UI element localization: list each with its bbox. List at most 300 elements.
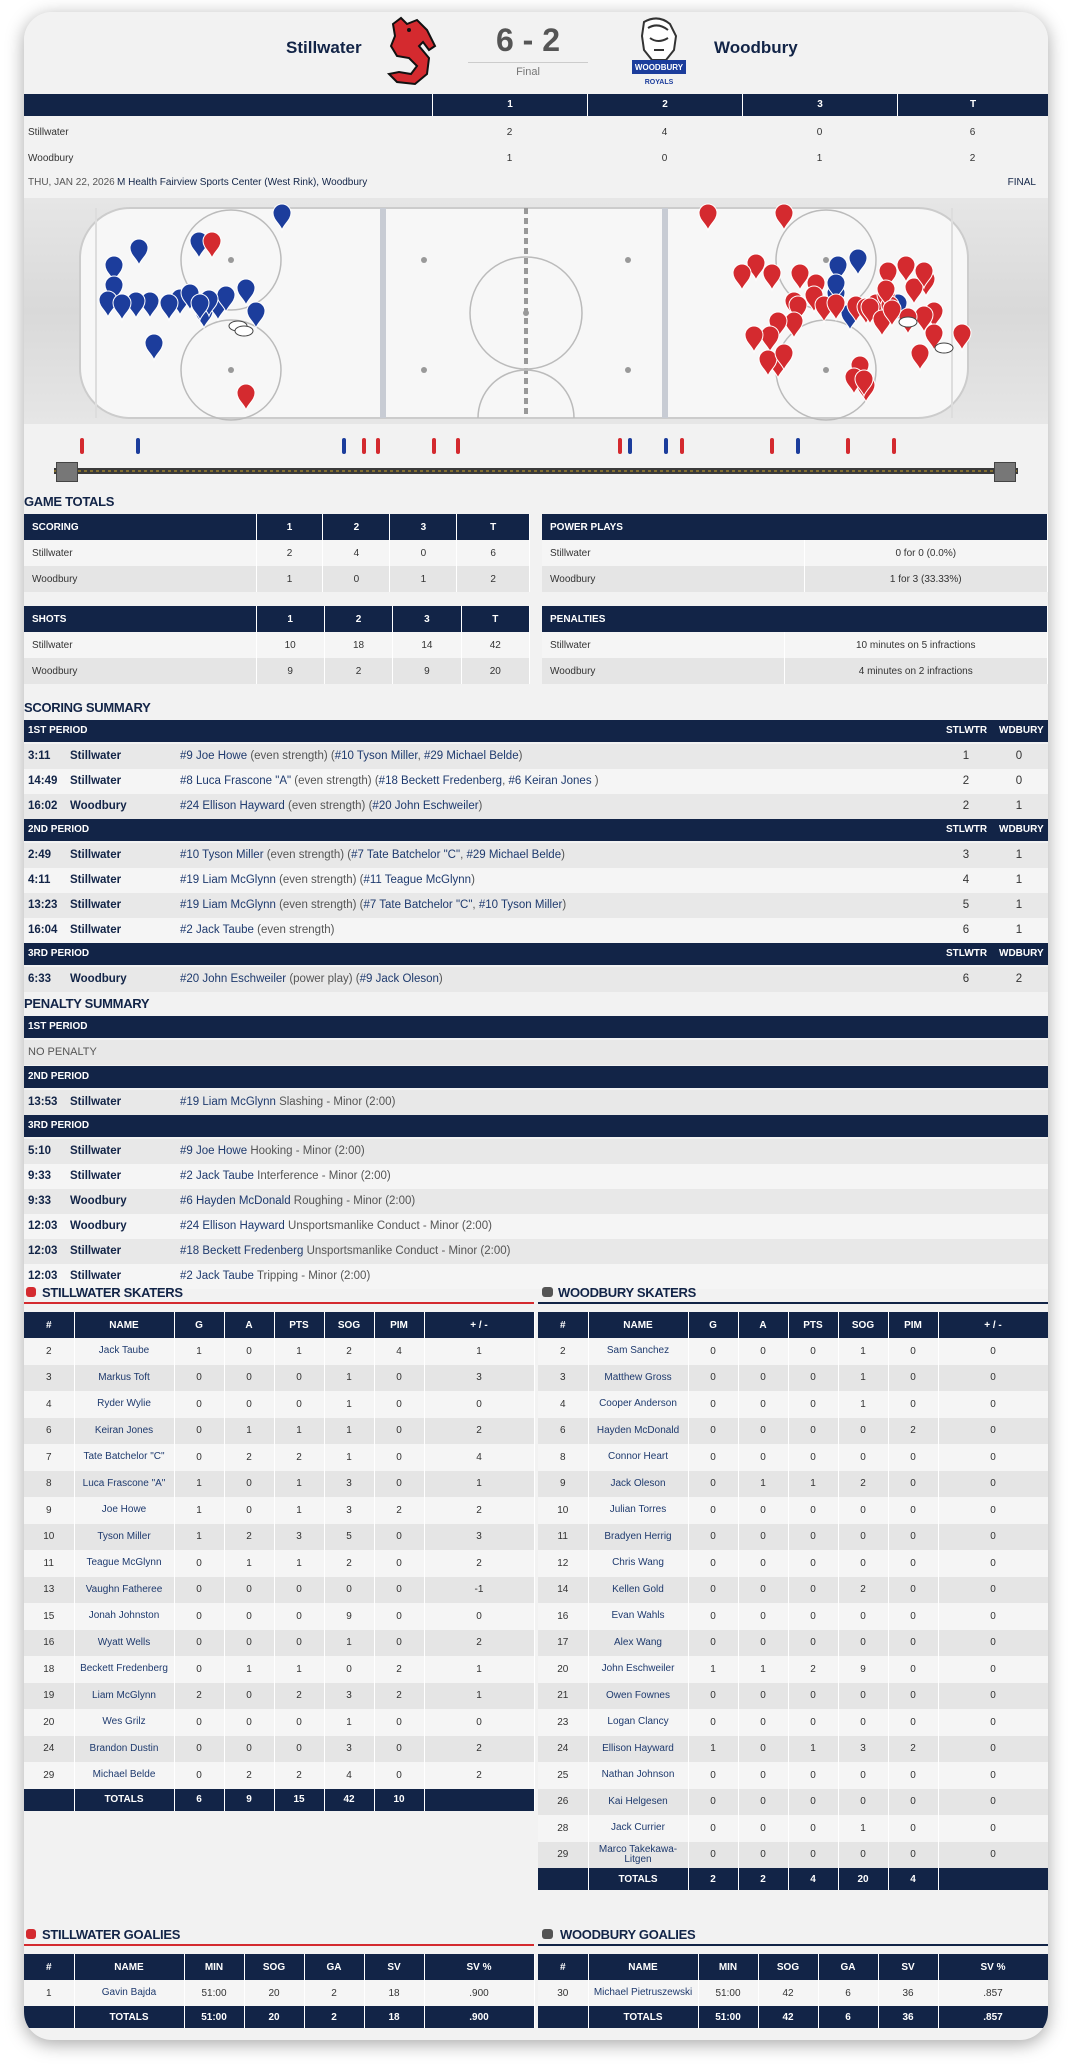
home-running-score: 2 xyxy=(962,800,970,812)
player-name-link[interactable]: Marco Takekawa-Litgen xyxy=(588,1842,688,1869)
player-name-link[interactable]: Kai Helgesen xyxy=(588,1789,688,1816)
stat-cell: 1 xyxy=(788,1736,838,1763)
player-name-link[interactable]: Tate Batchelor "C" xyxy=(74,1444,174,1471)
stat-cell: 0 xyxy=(788,1418,838,1445)
stillwater-event-tick[interactable] xyxy=(456,438,460,454)
scorer-link[interactable]: #24 Ellison Hayward xyxy=(180,800,285,812)
game-info-bar xyxy=(24,172,1048,194)
stat-cell: 1 xyxy=(274,1338,324,1365)
scorer-link[interactable]: #20 John Eschweiler xyxy=(180,973,287,985)
col-header: SOG xyxy=(758,1954,818,1980)
stat-cell: 0 xyxy=(938,1471,1048,1498)
value-cell: 2 xyxy=(457,566,530,592)
stat-cell: 0 xyxy=(174,1418,224,1445)
player-link[interactable]: #2 Jack Taube xyxy=(180,1270,254,1282)
stat-cell: 2 xyxy=(274,1683,324,1710)
penalty-desc: Tripping - Minor (2:00) xyxy=(253,1270,371,1282)
linescore-team: Stillwater xyxy=(28,126,69,138)
away-running-score: 1 xyxy=(1015,849,1023,861)
col-header: NAME xyxy=(74,1954,184,1980)
penalty-time: 12:03 xyxy=(28,1245,58,1257)
home-running-score: 5 xyxy=(962,899,970,911)
stat-cell: 1 xyxy=(838,1391,888,1418)
player-name-link[interactable]: Chris Wang xyxy=(588,1550,688,1577)
stat-cell: 0 xyxy=(174,1365,224,1392)
assist-link[interactable]: #20 John Eschweiler xyxy=(372,800,479,812)
woodbury-event-tick[interactable] xyxy=(342,438,346,454)
stat-cell: 1 xyxy=(838,1338,888,1365)
scorer-link[interactable]: #10 Tyson Miller xyxy=(180,849,264,861)
penalty-time: 9:33 xyxy=(28,1195,52,1207)
stat-cell: 4 xyxy=(538,1391,588,1418)
penalty-team: Stillwater xyxy=(70,1170,122,1182)
assist-link[interactable]: #7 Tate Batchelor "C" xyxy=(363,899,473,911)
away-team-name[interactable]: Woodbury xyxy=(714,38,798,57)
stat-cell: 0 xyxy=(788,1391,838,1418)
stat-cell: 3 xyxy=(538,1365,588,1392)
player-name-link[interactable]: Michael Belde xyxy=(74,1762,174,1789)
stat-cell: 0 xyxy=(374,1603,424,1630)
stat-cell: 0 xyxy=(274,1365,324,1392)
stat-cell: 1 xyxy=(738,1471,788,1498)
col-header: PTS xyxy=(788,1312,838,1338)
stat-cell: 0 xyxy=(738,1762,788,1789)
goal-time: 4:11 xyxy=(28,874,51,886)
stillwater-event-tick[interactable] xyxy=(432,438,436,454)
stat-cell: 0 xyxy=(788,1762,838,1789)
total-cell: TOTALS xyxy=(588,2006,698,2028)
col-header: 3 xyxy=(390,514,457,540)
player-name-link[interactable]: Evan Wahls xyxy=(588,1603,688,1630)
player-name-link[interactable]: Cooper Anderson xyxy=(588,1391,688,1418)
stat-cell: 0 xyxy=(688,1709,738,1736)
player-name-link[interactable]: Ellison Hayward xyxy=(588,1736,688,1763)
stat-cell: 0 xyxy=(374,1630,424,1657)
stat-cell: 2 xyxy=(374,1497,424,1524)
player-name-link[interactable]: Ryder Wylie xyxy=(74,1391,174,1418)
player-link[interactable]: #9 Joe Howe xyxy=(180,1145,248,1157)
stat-cell: 2 xyxy=(888,1736,938,1763)
away-abbr: WDBURY xyxy=(999,824,1044,835)
stat-cell: -1 xyxy=(424,1577,534,1604)
stat-cell: 0 xyxy=(888,1815,938,1842)
penalty-team: Stillwater xyxy=(70,1270,122,1282)
stat-cell: 0 xyxy=(738,1391,788,1418)
player-name-link[interactable]: Kellen Gold xyxy=(588,1577,688,1604)
penalty-desc: Slashing - Minor (2:00) xyxy=(275,1096,396,1108)
stat-cell: 4 xyxy=(424,1444,534,1471)
stat-cell: 0 xyxy=(174,1736,224,1763)
table-row xyxy=(24,1683,534,1710)
stillwater-event-tick[interactable] xyxy=(376,438,380,454)
no-penalty-row xyxy=(24,1040,1048,1065)
table-row xyxy=(538,1842,1048,1869)
player-name-link[interactable]: Wes Grilz xyxy=(74,1709,174,1736)
stat-cell: 0 xyxy=(938,1577,1048,1604)
value-cell: 18 xyxy=(324,632,392,658)
stat-cell: 0 xyxy=(688,1338,738,1365)
player-name-link[interactable]: Nathan Johnson xyxy=(588,1762,688,1789)
stat-cell: 0 xyxy=(374,1418,424,1445)
timeline-end-handle[interactable] xyxy=(994,462,1016,482)
stat-cell: 1 xyxy=(174,1338,224,1365)
player-name-link[interactable]: Luca Frascone "A" xyxy=(74,1471,174,1498)
stat-cell: 1 xyxy=(324,1709,374,1736)
assist-link[interactable]: #29 Michael Belde xyxy=(423,750,519,762)
scorer-link[interactable]: #2 Jack Taube xyxy=(180,924,254,936)
stat-cell: 11 xyxy=(24,1550,74,1577)
stat-cell: 30 xyxy=(538,1980,588,2006)
stat-cell: 2 xyxy=(374,1683,424,1710)
stat-cell: 3 xyxy=(424,1524,534,1551)
col-header: SOG xyxy=(244,1954,304,1980)
woodbury-event-tick[interactable] xyxy=(796,438,800,454)
team-cell: Woodbury xyxy=(24,566,256,592)
stillwater-event-tick[interactable] xyxy=(618,438,622,454)
paren: ) xyxy=(471,874,475,886)
team-cell: Woodbury xyxy=(24,658,256,684)
player-name-link[interactable]: Jonah Johnston xyxy=(74,1603,174,1630)
assist-link[interactable]: #10 Tyson Miller xyxy=(478,899,563,911)
totals-row xyxy=(538,1868,1048,1890)
value-cell: 2 xyxy=(256,540,323,566)
player-name-link[interactable]: Michael Pietruszewski xyxy=(588,1980,698,2006)
stat-cell: 0 xyxy=(174,1630,224,1657)
stat-cell: 51:00 xyxy=(184,1980,244,2006)
player-name-link[interactable]: Sam Sanchez xyxy=(588,1338,688,1365)
stat-cell: 0 xyxy=(174,1444,224,1471)
player-name-link[interactable]: Joe Howe xyxy=(74,1497,174,1524)
woodbury-event-tick[interactable] xyxy=(664,438,668,454)
stat-cell: 0 xyxy=(688,1497,738,1524)
player-name-link[interactable]: Alex Wang xyxy=(588,1630,688,1657)
stat-cell: 0 xyxy=(324,1656,374,1683)
stat-cell: 0 xyxy=(424,1391,534,1418)
stat-cell: 0 xyxy=(938,1338,1048,1365)
home-team-name[interactable]: Stillwater xyxy=(286,38,362,57)
stat-cell: 0 xyxy=(274,1630,324,1657)
stat-cell: 0 xyxy=(688,1577,738,1604)
goal-time: 16:02 xyxy=(28,800,58,812)
player-name-link[interactable]: Julian Torres xyxy=(588,1497,688,1524)
penalty-desc: Unsportsmanlike Conduct - Minor (2:00) xyxy=(284,1220,492,1232)
total-cell: .900 xyxy=(424,2006,534,2028)
assist-link[interactable]: #18 Beckett Fredenberg xyxy=(378,775,503,787)
stat-cell: 0 xyxy=(888,1338,938,1365)
penalty-desc: Roughing - Minor (2:00) xyxy=(290,1195,416,1207)
stat-cell: 0 xyxy=(224,1391,274,1418)
stat-cell: 0 xyxy=(688,1762,738,1789)
stat-cell: 0 xyxy=(938,1603,1048,1630)
app-frame xyxy=(24,12,1048,2040)
stat-cell: 0 xyxy=(374,1577,424,1604)
col-header: T xyxy=(461,606,529,632)
period-name: 1ST PERIOD xyxy=(28,1021,88,1032)
player-link[interactable]: #19 Liam McGlynn xyxy=(180,1096,276,1108)
stillwater-event-tick[interactable] xyxy=(892,438,896,454)
stat-cell: 0 xyxy=(938,1524,1048,1551)
player-name-link[interactable]: Owen Fownes xyxy=(588,1683,688,1710)
stat-cell: 0 xyxy=(374,1709,424,1736)
scorer-link[interactable]: #19 Liam McGlynn xyxy=(180,899,276,911)
table-row xyxy=(538,1815,1048,1842)
stat-cell: 0 xyxy=(374,1471,424,1498)
stillwater-event-tick[interactable] xyxy=(846,438,850,454)
col-header: G xyxy=(688,1312,738,1338)
stat-cell: 0 xyxy=(838,1842,888,1869)
player-name-link[interactable]: Bradyen Herrig xyxy=(588,1524,688,1551)
table-row xyxy=(24,1762,534,1789)
stat-cell: 0 xyxy=(688,1418,738,1445)
total-cell: 51:00 xyxy=(698,2006,758,2028)
stat-cell: 0 xyxy=(174,1709,224,1736)
stat-cell: 2 xyxy=(424,1550,534,1577)
stillwater-logo-icon xyxy=(379,16,441,88)
stat-cell: 0 xyxy=(888,1365,938,1392)
stat-cell: 0 xyxy=(838,1524,888,1551)
player-name-link[interactable]: Jack Oleson xyxy=(588,1471,688,1498)
stat-cell: 0 xyxy=(688,1365,738,1392)
col-header: MIN xyxy=(184,1954,244,1980)
goal-type: (even strength) ( xyxy=(291,775,379,787)
team-cell: Stillwater xyxy=(542,540,804,566)
player-name-link[interactable]: Logan Clancy xyxy=(588,1709,688,1736)
totals-row xyxy=(538,2006,1048,2028)
stat-cell: 1 xyxy=(274,1550,324,1577)
stat-cell: 0 xyxy=(788,1789,838,1816)
stat-cell: 11 xyxy=(538,1524,588,1551)
goal-team: Stillwater xyxy=(70,775,122,787)
player-name-link[interactable]: Brandon Dustin xyxy=(74,1736,174,1763)
value-cell: 9 xyxy=(393,658,461,684)
scorer-link[interactable]: #19 Liam McGlynn xyxy=(180,874,276,886)
stat-cell: 0 xyxy=(788,1444,838,1471)
stat-cell: 0 xyxy=(224,1709,274,1736)
scorer-link[interactable]: #8 Luca Frascone "A" xyxy=(180,775,292,787)
table-row xyxy=(538,1550,1048,1577)
table-row xyxy=(538,1683,1048,1710)
stat-cell: 19 xyxy=(24,1683,74,1710)
player-name-link[interactable]: Teague McGlynn xyxy=(74,1550,174,1577)
total-cell xyxy=(938,1868,1048,1890)
stat-cell: 9 xyxy=(838,1656,888,1683)
assist-link[interactable]: #6 Keiran Jones xyxy=(508,775,595,787)
stat-cell: 0 xyxy=(738,1630,788,1657)
game-final-label: FINAL xyxy=(1007,177,1036,188)
value-cell: 1 for 3 (33.33%) xyxy=(804,566,1048,592)
player-link[interactable]: #6 Hayden McDonald xyxy=(180,1195,291,1207)
player-name-link[interactable]: Tyson Miller xyxy=(74,1524,174,1551)
stat-cell: 26 xyxy=(538,1789,588,1816)
no-penalty-text: NO PENALTY xyxy=(28,1046,97,1058)
away-abbr: WDBURY xyxy=(999,725,1044,736)
stat-cell: 4 xyxy=(374,1338,424,1365)
table-row xyxy=(538,1391,1048,1418)
paren: ) xyxy=(438,973,443,985)
col-header: SOG xyxy=(838,1312,888,1338)
stat-cell: 42 xyxy=(758,1980,818,2006)
stat-cell: 0 xyxy=(838,1497,888,1524)
period-bar xyxy=(24,720,1048,742)
stat-cell: 0 xyxy=(324,1577,374,1604)
woodbury-event-tick[interactable] xyxy=(628,438,632,454)
goal-puck-icon[interactable] xyxy=(235,326,253,336)
assist-link[interactable]: #9 Jack Oleson xyxy=(359,973,439,985)
player-link[interactable]: #24 Ellison Hayward xyxy=(180,1220,285,1232)
stat-cell: 20 xyxy=(538,1656,588,1683)
stat-cell: 12 xyxy=(538,1550,588,1577)
penalty-row xyxy=(24,1214,1048,1239)
table-row xyxy=(24,1656,534,1683)
away-running-score: 0 xyxy=(1015,750,1023,762)
stat-cell: 0 xyxy=(738,1603,788,1630)
stat-cell: 0 xyxy=(688,1842,738,1869)
stat-cell: 0 xyxy=(224,1603,274,1630)
stat-cell xyxy=(538,1868,588,1890)
stat-cell: 0 xyxy=(888,1789,938,1816)
stat-cell: 0 xyxy=(788,1630,838,1657)
stat-cell: 0 xyxy=(224,1736,274,1763)
game-venue[interactable]: M Health Fairview Sports Center (West Rink), Woodbury xyxy=(117,177,368,188)
value-cell: 0 xyxy=(390,540,457,566)
stillwater-event-tick[interactable] xyxy=(680,438,684,454)
stat-cell: 2 xyxy=(224,1524,274,1551)
penalty-desc: Hooking - Minor (2:00) xyxy=(247,1145,365,1157)
linescore-col-2: 2 xyxy=(587,94,742,116)
stat-cell: 1 xyxy=(424,1338,534,1365)
player-link[interactable]: #18 Beckett Fredenberg xyxy=(180,1245,304,1257)
table-row xyxy=(538,1524,1048,1551)
away-running-score: 1 xyxy=(1015,800,1023,812)
stat-cell: 0 xyxy=(888,1842,938,1869)
penalty-detail xyxy=(180,1214,492,1239)
stat-cell: 0 xyxy=(374,1762,424,1789)
timeline-start-handle[interactable] xyxy=(56,462,78,482)
stat-cell: 0 xyxy=(274,1577,324,1604)
total-cell: 20 xyxy=(244,2006,304,2028)
goal-detail xyxy=(180,769,599,794)
stat-cell: 0 xyxy=(938,1709,1048,1736)
stat-cell: 28 xyxy=(538,1815,588,1842)
stat-cell: 0 xyxy=(738,1550,788,1577)
period-name: 2ND PERIOD xyxy=(28,824,90,835)
stat-cell: 0 xyxy=(788,1815,838,1842)
goal-puck-icon[interactable] xyxy=(899,317,917,327)
goal-team: Stillwater xyxy=(70,874,122,886)
col-header: PIM xyxy=(888,1312,938,1338)
player-name-link[interactable]: Jack Currier xyxy=(588,1815,688,1842)
goal-detail xyxy=(180,794,482,819)
assist-link[interactable]: #10 Tyson Miller xyxy=(334,750,418,762)
stat-cell: 29 xyxy=(24,1762,74,1789)
table-row xyxy=(538,1603,1048,1630)
stat-cell: 2 xyxy=(174,1683,224,1710)
player-name-link[interactable]: Connor Heart xyxy=(588,1444,688,1471)
goal-detail xyxy=(180,967,443,992)
player-name-link[interactable]: Matthew Gross xyxy=(588,1365,688,1392)
stat-cell: 0 xyxy=(688,1471,738,1498)
stat-cell: 3 xyxy=(324,1736,374,1763)
goal-detail xyxy=(180,918,335,943)
linescore-value: 0 xyxy=(661,152,668,164)
home-running-score: 1 xyxy=(962,750,970,762)
col-header: # xyxy=(538,1954,588,1980)
stat-cell: 1 xyxy=(738,1656,788,1683)
stillwater-mini-logo-icon xyxy=(26,1929,36,1939)
stillwater-event-tick[interactable] xyxy=(362,438,366,454)
scorer-link[interactable]: #9 Joe Howe xyxy=(180,750,248,762)
player-name-link[interactable]: Liam McGlynn xyxy=(74,1683,174,1710)
stat-cell: 0 xyxy=(788,1683,838,1710)
stillwater-event-tick[interactable] xyxy=(80,438,84,454)
linescore-row-home xyxy=(24,120,1048,144)
stat-cell: 29 xyxy=(538,1842,588,1869)
goal-detail xyxy=(180,893,566,918)
total-cell: 9 xyxy=(224,1789,274,1811)
stillwater-event-tick[interactable] xyxy=(770,438,774,454)
stat-cell: 0 xyxy=(838,1789,888,1816)
player-name-link[interactable]: Vaughn Fatheree xyxy=(74,1577,174,1604)
stat-cell: 13 xyxy=(24,1577,74,1604)
assist-link[interactable]: #11 Teague McGlynn xyxy=(363,874,472,886)
stat-cell: 0 xyxy=(888,1762,938,1789)
player-name-link[interactable]: Gavin Bajda xyxy=(74,1980,184,2006)
player-name-link[interactable]: Keiran Jones xyxy=(74,1418,174,1445)
game-totals-heading: GAME TOTALS xyxy=(24,494,115,509)
player-name-link[interactable]: Markus Toft xyxy=(74,1365,174,1392)
stat-cell: 0 xyxy=(224,1577,274,1604)
col-header: SV % xyxy=(424,1954,534,1980)
woodbury-event-tick[interactable] xyxy=(136,438,140,454)
woodbury-logo-icon xyxy=(624,16,694,88)
goal-puck-icon[interactable] xyxy=(935,343,953,353)
stillwater-goalies-table xyxy=(24,1954,534,2028)
table-row xyxy=(538,1338,1048,1365)
assist-link[interactable]: #29 Michael Belde xyxy=(466,849,562,861)
player-name-link[interactable]: John Eschweiler xyxy=(588,1656,688,1683)
player-name-link[interactable]: Beckett Fredenberg xyxy=(74,1656,174,1683)
team-cell: Stillwater xyxy=(24,632,256,658)
stat-cell: 0 xyxy=(738,1418,788,1445)
stat-cell: 2 xyxy=(424,1497,534,1524)
penalty-time: 12:03 xyxy=(28,1220,58,1232)
player-name-link[interactable]: Wyatt Wells xyxy=(74,1630,174,1657)
final-score: 6 - 2 xyxy=(495,22,561,58)
stat-cell: 0 xyxy=(738,1444,788,1471)
stat-cell: 0 xyxy=(374,1736,424,1763)
stat-cell: 3 xyxy=(24,1365,74,1392)
penalty-detail xyxy=(180,1239,510,1264)
stat-cell: 1 xyxy=(324,1365,374,1392)
penalty-time: 13:53 xyxy=(28,1096,58,1108)
home-running-score: 3 xyxy=(962,849,970,861)
table-row xyxy=(538,1762,1048,1789)
col-header: + / - xyxy=(938,1312,1048,1338)
table-row xyxy=(24,1524,534,1551)
stat-cell: 0 xyxy=(888,1709,938,1736)
stat-cell: 0 xyxy=(688,1444,738,1471)
total-cell: TOTALS xyxy=(74,1789,174,1811)
assist-link[interactable]: #7 Tate Batchelor "C" xyxy=(351,849,461,861)
player-name-link[interactable]: Hayden McDonald xyxy=(588,1418,688,1445)
stat-cell: 1 xyxy=(274,1656,324,1683)
goal-detail xyxy=(180,868,475,893)
woodbury-skaters-heading: WOODBURY SKATERS xyxy=(558,1285,696,1300)
player-link[interactable]: #2 Jack Taube xyxy=(180,1170,254,1182)
stat-cell: 0 xyxy=(838,1683,888,1710)
stat-cell: 23 xyxy=(538,1709,588,1736)
player-name-link[interactable]: Jack Taube xyxy=(74,1338,174,1365)
